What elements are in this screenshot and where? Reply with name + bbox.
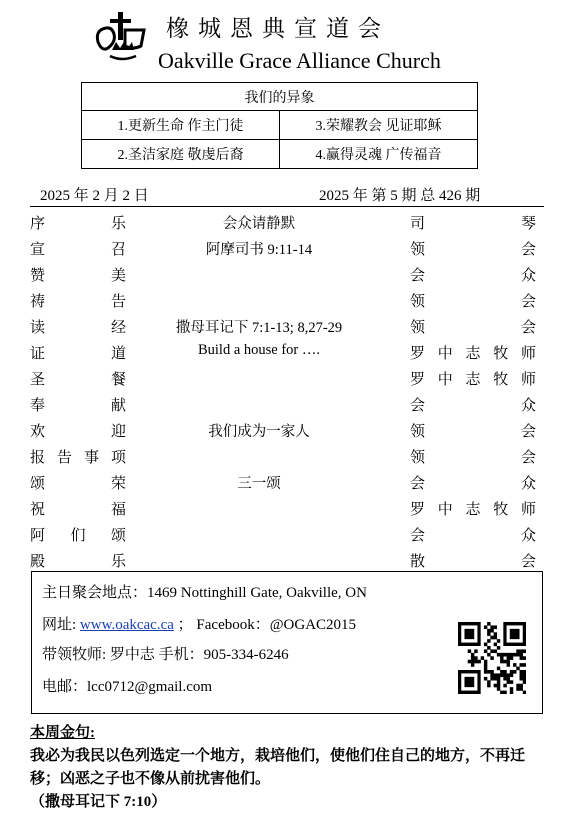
- service-row: [30, 522, 540, 548]
- service-row: [30, 470, 540, 496]
- service-row: [30, 236, 540, 262]
- service-item: 读 经: [30, 320, 126, 336]
- service-leader: 会 众: [410, 398, 536, 414]
- service-item: 颂 荣: [30, 476, 126, 492]
- weekly-verse: [30, 722, 550, 814]
- service-item: 祷 告: [30, 294, 126, 310]
- service-leader: 领 会: [410, 424, 536, 440]
- service-row: [30, 496, 540, 522]
- email-text: 电邮：lcc0712@gmail.com: [42, 679, 213, 695]
- church-name-english: Oakville Grace Alliance Church: [158, 48, 441, 73]
- verse-text: 我必为我民以色列选定一个地方，栽培他们，使他们住自己的地方，不再迁移；凶恶之子也不像从前扰害他们。: [30, 748, 526, 787]
- service-item: 宣 召: [30, 242, 126, 258]
- vision-item: 1.更新生命 作主门徒: [82, 111, 280, 140]
- service-leader: 司 琴: [410, 216, 536, 232]
- service-item: 证 道: [30, 346, 126, 362]
- service-row: [30, 366, 540, 392]
- service-leader: 罗 中 志 牧 师: [410, 372, 536, 388]
- service-item: 圣 餐: [30, 372, 126, 388]
- service-item: 序 乐: [30, 216, 126, 232]
- service-content: 会众请静默: [222, 216, 296, 232]
- vision-title: 我们的异象: [82, 83, 478, 111]
- church-logo-icon: [92, 12, 150, 64]
- verse-reference: （撒母耳记下 7:10）: [30, 794, 167, 810]
- facebook-text: ； Facebook：@OGAC2015: [173, 617, 357, 633]
- pastor-text: 带领牧师: 罗中志 手机：905-334-6246: [42, 647, 289, 663]
- service-row: [30, 418, 540, 444]
- service-item: 祝 福: [30, 502, 126, 518]
- service-leader: 罗 中 志 牧 师: [410, 346, 536, 362]
- service-leader: 罗 中 志 牧 师: [410, 502, 536, 518]
- service-content: 撒母耳记下 7:1-13; 8,27-29: [175, 320, 343, 336]
- service-leader: 领 会: [410, 242, 536, 258]
- service-item: 阿 们 颂: [30, 528, 126, 544]
- issue-number: 2025 年 第 5 期 总 426 期: [319, 188, 481, 204]
- service-leader: 领 会: [410, 450, 536, 466]
- service-item: 赞 美: [30, 268, 126, 284]
- vision-item: 2.圣洁家庭 敬虔后裔: [82, 140, 280, 169]
- service-row: [30, 340, 540, 366]
- website-label: 网址:: [42, 617, 80, 633]
- service-row: [30, 444, 540, 470]
- verse-title: 本周金句:: [30, 725, 95, 741]
- order-of-service: [30, 210, 540, 574]
- service-item: 殿 乐: [30, 554, 126, 570]
- service-leader: 会 众: [410, 476, 536, 492]
- service-content: 阿摩司书 9:11-14: [205, 242, 313, 258]
- church-name-chinese: 橡城恩典宣道会: [166, 16, 390, 41]
- service-leader: 散 会: [410, 554, 536, 570]
- service-date: 2025 年 2 月 2 日: [40, 188, 149, 204]
- location-text: 主日聚会地点：1469 Nottinghill Gate, Oakville, ON: [42, 585, 367, 601]
- service-leader: 会 众: [410, 528, 536, 544]
- date-line: [30, 184, 544, 207]
- vision-item: 3.荣耀教会 见证耶稣: [280, 111, 478, 140]
- service-row: [30, 288, 540, 314]
- service-leader: 会 众: [410, 268, 536, 284]
- service-row: [30, 314, 540, 340]
- service-content: 三一颂: [237, 476, 281, 492]
- vision-item: 4.赢得灵魂 广传福音: [280, 140, 478, 169]
- website-line: [42, 613, 356, 634]
- website-link[interactable]: www.oakcac.ca: [79, 617, 174, 633]
- service-row: [30, 262, 540, 288]
- service-item: 欢 迎: [30, 424, 126, 440]
- service-leader: 领 会: [410, 320, 536, 336]
- service-item: 报 告 事 项: [30, 450, 126, 466]
- service-row: [30, 210, 540, 236]
- vision-table: [81, 82, 478, 169]
- service-content: Build a house for ….: [197, 342, 321, 358]
- service-item: 奉 献: [30, 398, 126, 414]
- service-content: 我们成为一家人: [208, 424, 310, 440]
- service-leader: 领 会: [410, 294, 536, 310]
- qr-code-icon[interactable]: [458, 622, 526, 694]
- service-row: [30, 392, 540, 418]
